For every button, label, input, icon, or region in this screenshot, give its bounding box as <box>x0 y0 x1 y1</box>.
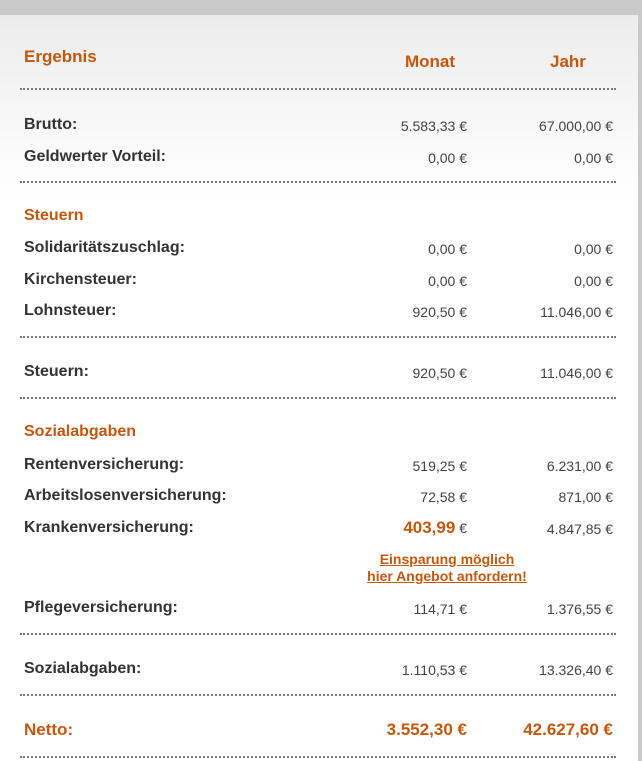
row-netto <box>0 718 638 742</box>
separator <box>20 694 616 696</box>
result-panel <box>0 15 638 761</box>
row-geldwerter-vorteil <box>0 146 638 170</box>
row-label: Brutto: <box>24 116 78 133</box>
column-header-month: Monat <box>405 52 456 71</box>
month-value: 114,71 € <box>413 601 467 617</box>
year-value: 13.326,40 € <box>539 662 613 678</box>
year-value: 11.046,00 € <box>540 365 613 381</box>
separator <box>20 336 616 338</box>
savings-offer-line-1: Einsparung möglich <box>379 551 515 567</box>
net-label: Netto: <box>24 720 74 739</box>
row-arbeitslosenversicherung <box>0 485 638 509</box>
month-value: 0,00 € <box>428 150 467 166</box>
row-krankenversicherung <box>0 517 638 541</box>
separator <box>20 88 616 90</box>
row-label: Geldwerter Vorteil: <box>24 148 166 165</box>
year-value: 11.046,00 € <box>540 304 613 320</box>
row-label: Lohnsteuer: <box>24 302 117 319</box>
year-value: 0,00 € <box>574 241 613 257</box>
month-value: 72,58 € <box>420 489 467 505</box>
year-value: 67.000,00 € <box>539 118 613 134</box>
month-value: 920,50 € <box>412 365 467 381</box>
year-value: 0,00 € <box>574 150 613 166</box>
row-pflegeversicherung <box>0 597 638 621</box>
section-heading-social: Sozialabgaben <box>24 423 137 440</box>
row-label: Rentenversicherung: <box>24 456 185 473</box>
section-heading-taxes: Steuern <box>24 207 84 224</box>
row-label: Kirchensteuer: <box>24 271 137 288</box>
row-label: Krankenversicherung: <box>24 519 194 536</box>
row-label: Pflegeversicherung: <box>24 599 178 616</box>
row-kirchensteuer <box>0 269 638 293</box>
row-brutto <box>0 114 638 138</box>
month-value: 1.110,53 € <box>401 662 467 678</box>
row-rentenversicherung <box>0 454 638 478</box>
row-label: Arbeitslosenversicherung: <box>24 487 227 504</box>
separator <box>20 633 616 635</box>
row-label: Solidaritätszuschlag: <box>24 239 185 256</box>
row-solidaritaetszuschlag <box>0 237 638 261</box>
row-label: Sozialabgaben: <box>24 660 142 677</box>
separator <box>20 181 616 183</box>
month-value: 0,00 € <box>428 273 467 289</box>
result-title: Ergebnis <box>24 47 97 66</box>
year-value: 871,00 € <box>558 489 613 505</box>
year-value: 4.847,85 € <box>546 521 613 537</box>
highlighted-month-value: 403,99 <box>403 518 456 537</box>
separator <box>20 756 616 758</box>
year-value: 6.231,00 € <box>546 458 613 474</box>
month-value: 0,00 € <box>428 241 467 257</box>
savings-offer-link[interactable] <box>340 551 554 585</box>
row-steuern-total <box>0 361 638 385</box>
net-year-value: 42.627,60 € <box>523 720 613 739</box>
year-value: 1.376,55 € <box>546 601 613 617</box>
separator <box>20 397 616 399</box>
row-lohnsteuer <box>0 300 638 324</box>
month-value: 5.583,33 € <box>400 118 467 134</box>
month-value: 920,50 € <box>412 304 467 320</box>
savings-offer-line-2: hier Angebot anfordern! <box>367 568 527 584</box>
row-label: Steuern: <box>24 363 89 380</box>
currency-symbol: € <box>459 520 467 536</box>
month-value: 519,25 € <box>412 458 467 474</box>
column-header-year: Jahr <box>550 52 586 71</box>
net-month-value: 3.552,30 € <box>386 720 467 739</box>
year-value: 0,00 € <box>574 273 613 289</box>
row-sozialabgaben-total <box>0 658 638 682</box>
